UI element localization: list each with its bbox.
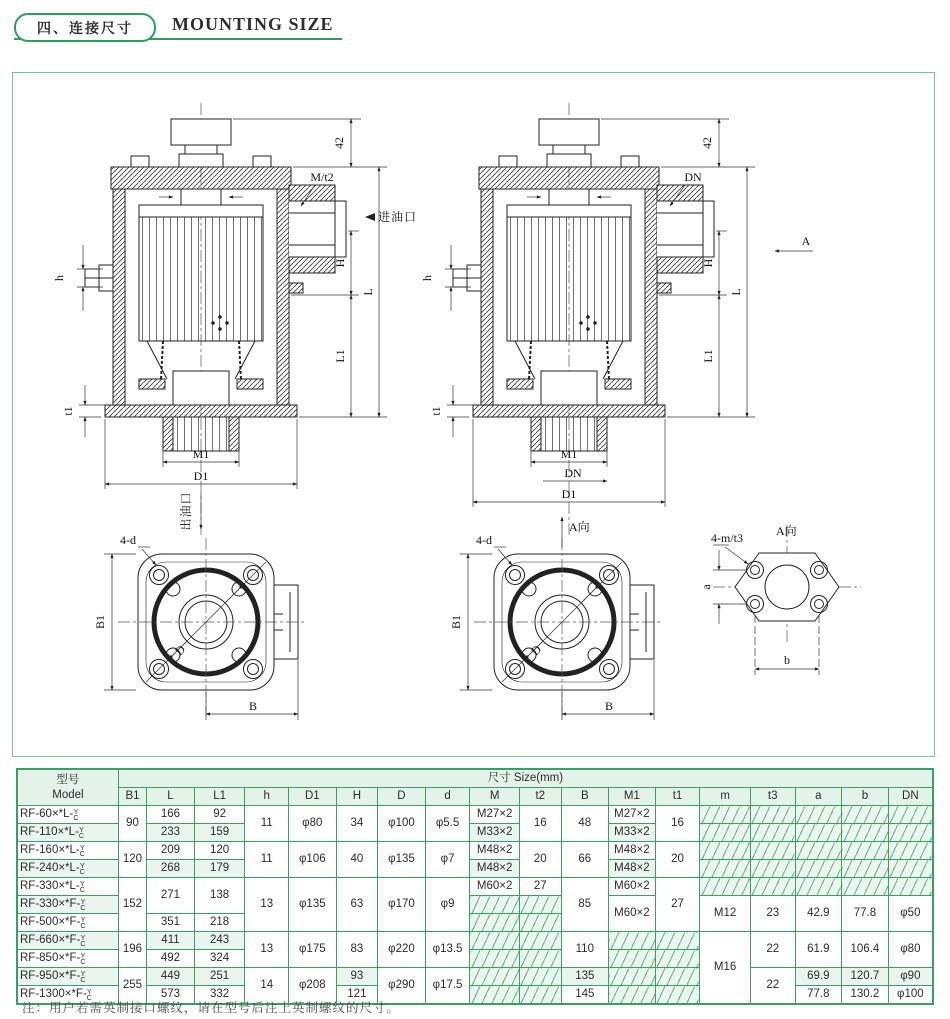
section-badge [14, 13, 156, 42]
column-header-M: M [470, 788, 520, 806]
table-note: 注：用户若需英制接口螺纹，请在型号后注上英制螺纹的尺寸。 [22, 1001, 401, 1015]
table-cell [470, 986, 520, 1005]
table-cell: 61.9 [795, 932, 842, 968]
size-header: 尺寸 Size(mm) [118, 769, 933, 788]
table-cell [795, 878, 842, 896]
table-cell: 13 [245, 878, 289, 932]
table-cell: φ17.5 [425, 968, 470, 1005]
table-cell: 268 [147, 860, 195, 878]
table-cell: 255 [118, 968, 146, 1005]
table-cell: 152 [118, 878, 146, 932]
table-cell: M48×2 [470, 860, 520, 878]
dim-label-D1: D1 [561, 487, 577, 501]
table-cell: 11 [245, 842, 289, 878]
table-cell: 120 [118, 842, 146, 878]
dim-label-42: 42 [700, 137, 714, 149]
table-cell [470, 950, 520, 968]
dim-label-42: 42 [332, 137, 346, 149]
bottom-view-middle [460, 538, 660, 720]
table-cell [470, 968, 520, 986]
table-cell [655, 968, 700, 986]
table-cell: 77.8 [842, 896, 889, 932]
column-header-L1: L1 [194, 788, 245, 806]
table-cell: 11 [245, 806, 289, 842]
table-cell [795, 842, 842, 860]
table-cell: M33×2 [609, 824, 656, 842]
dim-label-L: L [361, 288, 375, 296]
page-title-en: MOUNTING SIZE [172, 14, 334, 34]
table-cell [750, 860, 795, 878]
filter-cross-section-left [85, 103, 346, 535]
table-cell [700, 824, 751, 842]
model-cell: RF-660×*F-Y C [17, 932, 118, 950]
table-cell: φ13.5 [425, 932, 470, 968]
column-header-a: a [795, 788, 842, 806]
table-cell [519, 914, 561, 932]
table-cell: 110 [561, 932, 609, 968]
table-cell: 23 [750, 896, 795, 932]
table-cell [519, 968, 561, 986]
table-row [17, 806, 933, 824]
dim-label-m-t2: M/t2 [310, 170, 334, 184]
table-cell [700, 806, 751, 824]
table-row [17, 824, 933, 842]
table-cell: M12 [700, 896, 751, 932]
dim-label-M1: M1 [192, 447, 210, 461]
table-cell [700, 878, 751, 896]
table-cell: φ290 [378, 968, 426, 1005]
table-cell: 22 [750, 932, 795, 968]
table-cell: 243 [194, 932, 245, 950]
table-cell: 271 [147, 878, 195, 914]
table-cell: 27 [519, 878, 561, 896]
table-cell: 83 [336, 932, 378, 968]
column-header-B: B [561, 788, 609, 806]
table-cell: 233 [147, 824, 195, 842]
bolt-pattern-label: 4-d [120, 533, 136, 547]
table-cell: 22 [750, 968, 795, 1005]
table-cell: φ220 [378, 932, 426, 968]
dim-label-B1: B1 [93, 614, 107, 630]
table-cell: φ106 [289, 842, 337, 878]
column-header-h: h [245, 788, 289, 806]
column-header-t1: t1 [655, 788, 700, 806]
table-cell: 14 [245, 968, 289, 1005]
dim-label-t1: t1 [429, 406, 443, 416]
table-cell: 77.8 [795, 986, 842, 1005]
table-cell: 69.9 [795, 968, 842, 986]
table-cell: 159 [194, 824, 245, 842]
table-cell [655, 986, 700, 1005]
column-header-M1: M1 [609, 788, 656, 806]
table-cell [609, 968, 656, 986]
bolt-pattern-label: 4-m/t3 [711, 531, 743, 545]
table-cell: 121 [336, 986, 378, 1005]
table-cell: 20 [655, 842, 700, 878]
column-header-d: d [425, 788, 470, 806]
table-cell [519, 932, 561, 950]
table-cell: 48 [561, 806, 609, 842]
dimension-table-wrap [16, 768, 934, 1005]
dim-label-h: h [420, 275, 434, 281]
model-column-header: 型号 Model [17, 769, 118, 806]
table-cell [842, 842, 889, 860]
table-cell [842, 878, 889, 896]
table-cell: M16 [700, 932, 751, 1005]
table-cell [842, 860, 889, 878]
table-cell: φ100 [378, 806, 426, 842]
dim-label-B: B [604, 699, 614, 713]
dim-label-B1: B1 [449, 614, 463, 630]
table-cell: 332 [194, 986, 245, 1005]
column-header-b: b [842, 788, 889, 806]
table-cell: φ175 [289, 932, 337, 968]
table-cell: φ80 [888, 932, 933, 968]
model-cell: RF-1300×*F-Y C [17, 986, 118, 1005]
model-cell: RF-110×*L-Y C [17, 824, 118, 842]
dim-label-b: b [784, 653, 790, 667]
bolt-pattern-label: 4-d [476, 533, 492, 547]
table-cell: φ5.5 [425, 806, 470, 842]
model-cell: RF-160×*L-Y C [17, 842, 118, 860]
dim-label-H: H [701, 258, 715, 268]
table-cell: 120 [194, 842, 245, 860]
table-cell: 145 [561, 986, 609, 1005]
table-cell [609, 950, 656, 968]
bottom-view-flange [699, 524, 861, 675]
table-cell: M60×2 [609, 878, 656, 896]
table-cell: 42.9 [795, 896, 842, 932]
dim-label-D: D [528, 642, 545, 659]
table-cell: 411 [147, 932, 195, 950]
table-cell [888, 860, 933, 878]
table-cell: 66 [561, 842, 609, 878]
model-cell: RF-850×*F-Y C [17, 950, 118, 968]
section-badge-label: 四、连接尺寸 [37, 19, 133, 36]
table-cell [842, 806, 889, 824]
technical-drawing [13, 73, 934, 753]
table-cell: φ9 [425, 878, 470, 932]
table-cell: 196 [118, 932, 146, 968]
table-cell: 166 [147, 806, 195, 824]
table-cell [842, 824, 889, 842]
dim-label-DN: DN [564, 466, 582, 480]
table-cell: 351 [147, 914, 195, 932]
view-direction-a: A向 [776, 524, 797, 538]
table-cell [700, 842, 751, 860]
table-cell: 449 [147, 968, 195, 986]
table-row [17, 878, 933, 896]
table-cell: φ135 [289, 878, 337, 932]
table-cell: φ7 [425, 842, 470, 878]
table-cell: M27×2 [609, 806, 656, 824]
view-direction-a: A [801, 234, 811, 248]
table-cell: 13 [245, 932, 289, 968]
table-cell [888, 824, 933, 842]
table-row [17, 860, 933, 878]
table-cell: M60×2 [609, 896, 656, 932]
table-cell: M48×2 [609, 842, 656, 860]
column-header-B1: B1 [118, 788, 146, 806]
table-row [17, 968, 933, 986]
table-cell: 209 [147, 842, 195, 860]
column-header-L: L [147, 788, 195, 806]
table-cell: 135 [561, 968, 609, 986]
table-cell [795, 860, 842, 878]
table-cell [750, 806, 795, 824]
drawing-panel [12, 72, 935, 757]
dim-label-B: B [248, 699, 258, 713]
model-cell: RF-330×*F-Y C [17, 896, 118, 914]
table-cell: 324 [194, 950, 245, 968]
column-header-H: H [336, 788, 378, 806]
table-cell [519, 986, 561, 1005]
table-cell [470, 932, 520, 950]
dim-label-h: h [52, 275, 66, 281]
table-cell [700, 860, 751, 878]
table-cell: φ80 [289, 806, 337, 842]
table-cell [750, 878, 795, 896]
outlet-label: 出油口 [179, 491, 193, 531]
table-cell: φ170 [378, 878, 426, 932]
table-cell: 120.7 [842, 968, 889, 986]
table-cell: 27 [655, 878, 700, 932]
table-cell: 63 [336, 878, 378, 932]
table-cell [750, 842, 795, 860]
table-cell [470, 914, 520, 932]
table-cell: φ135 [378, 842, 426, 878]
table-cell [655, 950, 700, 968]
table-cell: φ50 [888, 896, 933, 932]
inlet-label: 进油口 [378, 210, 418, 224]
model-cell: RF-950×*F-Y C [17, 968, 118, 986]
dim-label-t1: t1 [61, 406, 75, 416]
column-header-D: D [378, 788, 426, 806]
dim-label-D1: D1 [193, 469, 209, 483]
table-cell: 16 [655, 806, 700, 842]
table-cell: 106.4 [842, 932, 889, 968]
table-cell [470, 896, 520, 914]
table-cell: 85 [561, 878, 609, 932]
table-cell: M48×2 [470, 842, 520, 860]
port-label-dn: DN [684, 170, 702, 184]
dim-label-D: D [172, 642, 189, 659]
table-cell [519, 896, 561, 914]
table-cell [795, 806, 842, 824]
table-cell [609, 986, 656, 1005]
filter-cross-section-right [453, 103, 714, 535]
table-cell [888, 806, 933, 824]
column-header-t2: t2 [519, 788, 561, 806]
table-cell: 40 [336, 842, 378, 878]
table-cell: 90 [118, 806, 146, 842]
model-cell: RF-330×*L-Y C [17, 878, 118, 896]
dim-label-M1: M1 [560, 447, 578, 461]
table-cell: 251 [194, 968, 245, 986]
table-cell: φ90 [888, 968, 933, 986]
model-cell: RF-240×*L-Y C [17, 860, 118, 878]
table-cell: 138 [194, 878, 245, 914]
dim-label-L: L [729, 288, 743, 296]
dim-label-H: H [333, 258, 347, 268]
table-cell: M60×2 [470, 878, 520, 896]
table-cell: M33×2 [470, 824, 520, 842]
table-cell: φ208 [289, 968, 337, 1005]
table-cell [609, 932, 656, 950]
table-cell: 93 [336, 968, 378, 986]
table-cell: 20 [519, 842, 561, 878]
bottom-view-left [104, 538, 304, 720]
dim-label-L1: L1 [333, 349, 347, 363]
table-row [17, 842, 933, 860]
table-cell: M48×2 [609, 860, 656, 878]
table-cell: 218 [194, 914, 245, 932]
model-cell: RF-500×*F-Y C [17, 914, 118, 932]
table-cell: M27×2 [470, 806, 520, 824]
table-cell: 179 [194, 860, 245, 878]
dim-label-a: a [699, 584, 713, 590]
table-cell: 16 [519, 806, 561, 842]
table-row [17, 932, 933, 950]
table-cell: 573 [147, 986, 195, 1005]
table-cell [655, 932, 700, 950]
column-header-t3: t3 [750, 788, 795, 806]
view-direction-a: A向 [569, 520, 590, 534]
column-header-DN: DN [888, 788, 933, 806]
model-cell: RF-60×*L-Y C [17, 806, 118, 824]
table-cell: φ100 [888, 986, 933, 1005]
table-cell: 34 [336, 806, 378, 842]
table-cell [888, 878, 933, 896]
dim-label-L1: L1 [701, 349, 715, 363]
column-header-D1: D1 [289, 788, 337, 806]
table-cell: 92 [194, 806, 245, 824]
table-cell: 492 [147, 950, 195, 968]
dimension-table [16, 768, 934, 1005]
column-header-m: m [700, 788, 751, 806]
table-cell [750, 824, 795, 842]
table-cell [795, 824, 842, 842]
table-cell [519, 950, 561, 968]
table-cell [888, 842, 933, 860]
table-cell: 130.2 [842, 986, 889, 1005]
